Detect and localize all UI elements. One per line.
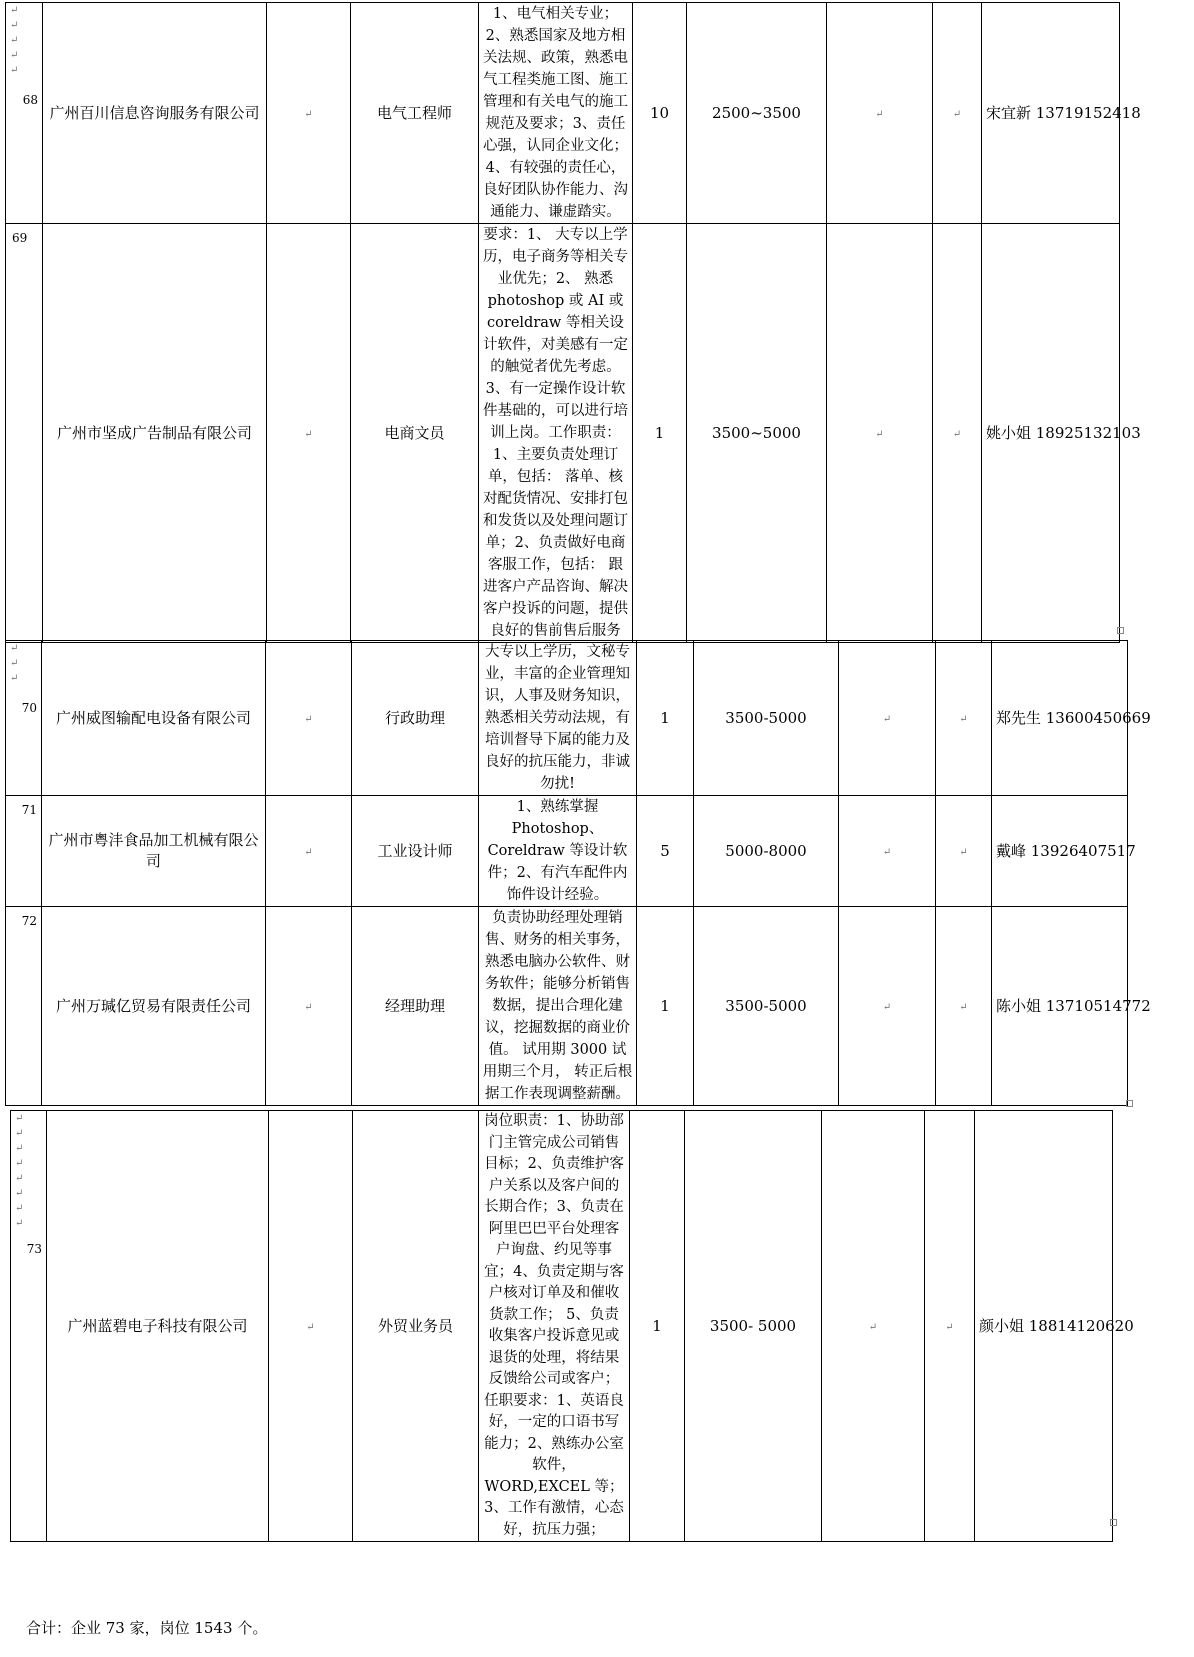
company-name: 广州万瑊亿贸易有限责任公司	[42, 907, 266, 1106]
headcount: 10	[633, 3, 687, 224]
position-name: 电气工程师	[351, 3, 479, 224]
empty-cell	[936, 641, 992, 796]
company-name: 广州威图输配电设备有限公司	[42, 641, 266, 796]
headcount: 1	[630, 1111, 685, 1542]
salary-range: 3500~5000	[687, 224, 827, 643]
position-name: 行政助理	[352, 641, 479, 796]
table-row	[6, 3, 1120, 224]
table-row	[11, 1111, 1113, 1542]
empty-cell	[839, 796, 936, 907]
table-row	[6, 796, 1128, 907]
requirements: 1、熟练掌握 Photoshop、Coreldraw 等设计软件；2、有汽车配件内饰件设计经验。	[479, 796, 637, 907]
table-row	[6, 907, 1128, 1106]
marker-glyph: ↵	[875, 108, 884, 120]
empty-cell	[933, 224, 982, 643]
requirements: 1、电气相关专业；2、熟悉国家及地方相关法规、政策，熟悉电气工程类施工图、施工管理和有关电气的施工规范及要求；3、责任心强，认同企业文化；4、有较强的责任心，良好团队协作能力、沟通能力、谦虚踏实。	[479, 3, 633, 224]
empty-cell	[269, 1111, 353, 1542]
empty-cell	[822, 1111, 925, 1542]
marker-column: ↵ ↵ ↵	[10, 643, 19, 684]
contact-person: 陈小姐 13710514772	[992, 907, 1128, 1106]
job-table-1	[5, 2, 1141, 643]
row-number: 73	[26, 1242, 42, 1256]
marker-glyph: ↵	[945, 1321, 954, 1333]
row-number-cell	[6, 796, 42, 907]
empty-cell	[925, 1111, 975, 1542]
requirements: 要求：1、 大专以上学历，电子商务等相关专业优先；2、 熟悉 photoshop 或 AI 或 coreldraw 等相关设计软件，对美感有一定的触觉者优先考虑。3、有一定操作设计软件基础的，可以进行培训上岗。工作职责：1、主要负责处理订单，包括： 落单、核对配货情况、安排打包和发货以及处理问题订单；2、负责做好电商客服工作，包括： 跟进客户产品咨询、解决客户投诉的问题，提供良好的售前售后服务	[479, 224, 633, 643]
contact-person: 颜小姐 18814120620	[975, 1111, 1113, 1542]
marker-glyph: ↵	[306, 1321, 315, 1333]
headcount: 1	[637, 641, 694, 796]
position-name: 外贸业务员	[353, 1111, 479, 1542]
row-number-cell	[11, 1111, 47, 1542]
company-name: 广州蓝碧电子科技有限公司	[47, 1111, 269, 1542]
marker-glyph: ↵	[875, 428, 884, 440]
contact-person: 姚小姐 18925132103	[982, 224, 1120, 643]
row-number-cell	[6, 3, 43, 224]
requirements: 负责协助经理处理销售、财务的相关事务，熟悉电脑办公软件、财务软件；能够分析销售数据，提出合理化建议，挖掘数据的商业价值。 试用期 3000 试用期三个月， 转正后根据工作表现调整薪酬。	[479, 907, 637, 1106]
marker-glyph: ↵	[304, 713, 313, 725]
empty-cell	[266, 796, 352, 907]
row-number: 70	[21, 701, 37, 715]
headcount: 1	[637, 907, 694, 1106]
table-end-marker	[1117, 627, 1124, 634]
row-number: 69	[12, 231, 28, 245]
headcount: 1	[633, 224, 687, 643]
marker-glyph: ↵	[868, 1321, 878, 1333]
empty-cell	[266, 907, 352, 1106]
row-number: 68	[22, 93, 38, 107]
marker-glyph: ↵	[882, 1001, 892, 1013]
requirements: 大专以上学历，文秘专业，丰富的企业管理知识，人事及财务知识，熟悉相关劳动法规，有培训督导下属的能力及良好的抗压能力，非诚勿扰!	[479, 641, 637, 796]
salary-range: 3500-5000	[694, 641, 839, 796]
marker-glyph: ↵	[882, 846, 892, 858]
headcount: 5	[637, 796, 694, 907]
contact-person: 戴峰 13926407517	[992, 796, 1128, 907]
empty-cell	[827, 3, 933, 224]
job-table-2	[5, 640, 1151, 1106]
company-name: 广州市粤沣食品加工机械有限公司	[42, 796, 266, 907]
marker-glyph: ↵	[304, 1001, 313, 1013]
empty-cell	[933, 3, 982, 224]
contact-person: 宋宜新 13719152418	[982, 3, 1120, 224]
marker-glyph: ↵	[304, 846, 313, 858]
table-end-marker	[1110, 1519, 1117, 1526]
salary-range: 3500-5000	[694, 907, 839, 1106]
job-table-3	[10, 1110, 1134, 1542]
salary-range: 5000-8000	[694, 796, 839, 907]
table-row	[6, 224, 1120, 643]
table-row	[6, 641, 1128, 796]
empty-cell	[267, 224, 351, 643]
salary-range: 2500~3500	[687, 3, 827, 224]
company-name: 广州市坚成广告制品有限公司	[43, 224, 267, 643]
position-name: 经理助理	[352, 907, 479, 1106]
empty-cell	[839, 641, 936, 796]
empty-cell	[839, 907, 936, 1106]
table-end-marker	[1126, 1100, 1133, 1107]
contact-person: 郑先生 13600450669	[992, 641, 1128, 796]
summary-total: 合计：企业 73 家，岗位 1543 个。	[26, 1619, 268, 1637]
marker-glyph: ↵	[882, 713, 892, 725]
marker-glyph: ↵	[952, 428, 962, 440]
empty-cell	[936, 796, 992, 907]
marker-glyph: ↵	[952, 108, 962, 120]
empty-cell	[827, 224, 933, 643]
requirements: 岗位职责：1、协助部门主管完成公司销售目标；2、负责维护客户关系以及客户间的长期合作；3、负责在阿里巴巴平台处理客户询盘、约见等事宜；4、负责定期与客户核对订单及和催收货款工作； 5、负责收集客户投诉意见或退货的处理，将结果反馈给公司或客户；任职要求：1、英语良好，一定的口语书写能力；2、熟练办公室软件，WORD,EXCEL 等；3、工作有激情，心态好，抗压力强；	[479, 1111, 630, 1542]
row-number-cell	[6, 907, 42, 1106]
row-number-cell	[6, 224, 43, 643]
marker-glyph: ↵	[959, 846, 968, 858]
marker-glyph: ↵	[304, 428, 313, 440]
empty-cell	[936, 907, 992, 1106]
salary-range: 3500- 5000	[685, 1111, 822, 1542]
position-name: 工业设计师	[352, 796, 479, 907]
position-name: 电商文员	[351, 224, 479, 643]
company-name: 广州百川信息咨询服务有限公司	[43, 3, 267, 224]
empty-cell	[267, 3, 351, 224]
marker-glyph: ↵	[304, 108, 313, 120]
marker-column: ↵ ↵ ↵ ↵ ↵	[10, 5, 19, 76]
row-number: 71	[21, 803, 37, 817]
marker-glyph: ↵	[959, 713, 968, 725]
row-number: 72	[21, 914, 37, 928]
row-number-cell	[6, 641, 42, 796]
marker-column: ↵ ↵ ↵ ↵ ↵ ↵ ↵ ↵	[15, 1113, 24, 1229]
marker-glyph: ↵	[959, 1001, 968, 1013]
empty-cell	[266, 641, 352, 796]
